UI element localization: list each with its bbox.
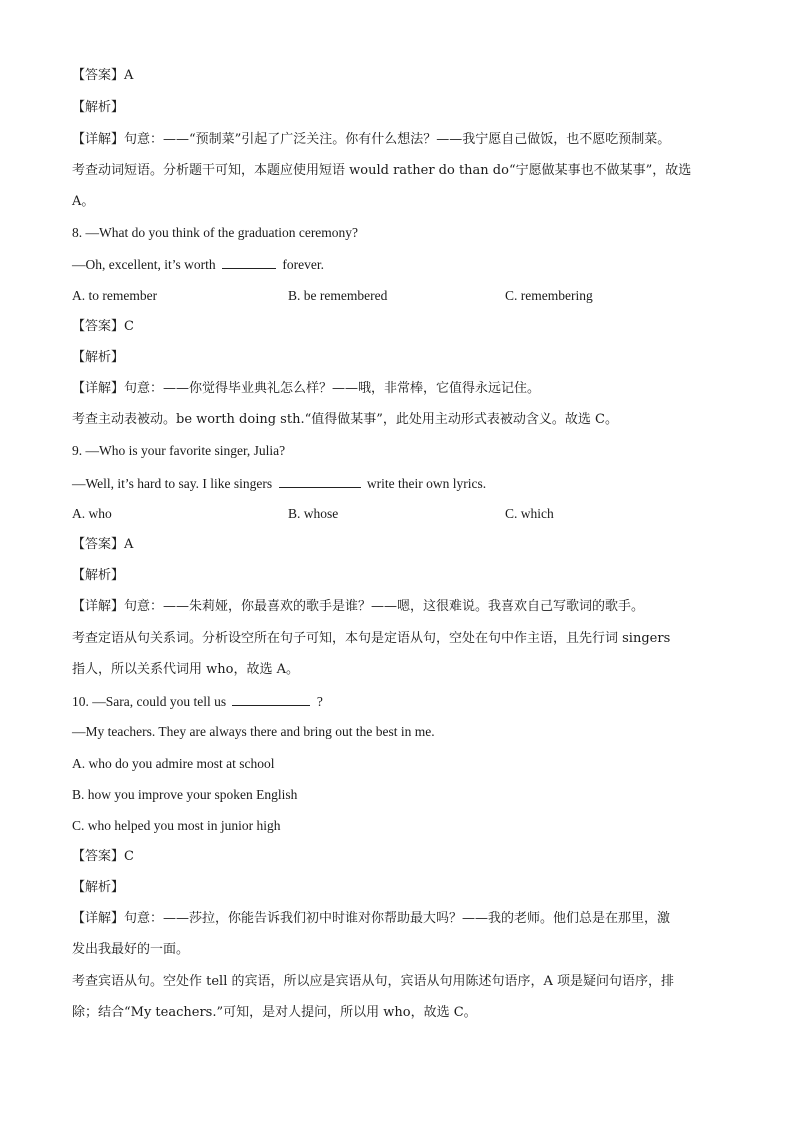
q10-option-b: B. how you improve your spoken English xyxy=(72,787,298,802)
q7-answer: 【答案】A xyxy=(72,68,134,83)
q7-explain-line1: 考查动词短语。分析题干可知，本题应使用短语 would rather do than do“宁愿做某事也不做某事”，故选 xyxy=(72,163,692,178)
q10-option-a: A. who do you admire most at school xyxy=(72,756,275,771)
q8-dialog-text-after: forever. xyxy=(282,257,324,272)
answer-blank xyxy=(232,693,310,706)
q8-detail: 【详解】句意：——你觉得毕业典礼怎么样？——哦，非常棒，它值得永远记住。 xyxy=(72,381,541,396)
q9-option-c: C. which xyxy=(505,506,554,521)
q9-option-a: A. who xyxy=(72,506,112,521)
q7-explain-line2: A。 xyxy=(72,194,95,209)
q8-analysis-heading: 【解析】 xyxy=(72,350,125,365)
q10-explain-line1: 考查宾语从句。空处作 tell 的宾语，所以应是宾语从句，宾语从句用陈述句语序，A 项是疑问句语序，排 xyxy=(72,974,675,989)
q9-dialog-line xyxy=(72,475,486,492)
q9-explain-line2: 指人，所以关系代词用 who，故选 A。 xyxy=(72,662,299,677)
q9-answer: 【答案】A xyxy=(72,537,134,552)
q8-explain-line1: 考查主动表被动。be worth doing sth.“值得做某事”，此处用主动形式表被动含义。故选 C。 xyxy=(72,412,618,427)
answer-blank xyxy=(279,475,361,488)
q9-detail: 【详解】句意：——朱莉娅，你最喜欢的歌手是谁？——嗯，这很难说。我喜欢自己写歌词的歌手。 xyxy=(72,599,645,614)
q10-explain-line2: 除；结合“My teachers.”可知，是对人提问，所以用 who，故选 C。 xyxy=(72,1005,477,1020)
q9-analysis-heading: 【解析】 xyxy=(72,568,125,583)
q10-option-c: C. who helped you most in junior high xyxy=(72,818,281,833)
q10-detail-line1: 【详解】句意：——莎拉，你能告诉我们初中时谁对你帮助最大吗？——我的老师。他们总是在那里，激 xyxy=(72,911,671,926)
q8-option-b: B. be remembered xyxy=(288,288,388,303)
q10-answer: 【答案】C xyxy=(72,849,134,864)
answer-blank xyxy=(222,256,276,269)
q9-dialog-text-before: —Well, it’s hard to say. I like singers xyxy=(72,476,273,491)
q9-explain-line1: 考查定语从句关系词。分析设空所在句子可知，本句是定语从句，空处在句中作主语，且先行词 singers xyxy=(72,631,671,646)
q8-dialog-line xyxy=(72,256,324,273)
q8-stem: 8. —What do you think of the graduation ceremony? xyxy=(72,225,359,240)
q10-stem xyxy=(72,693,323,710)
q8-answer: 【答案】C xyxy=(72,319,134,334)
q8-option-a: A. to remember xyxy=(72,288,158,303)
q7-detail: 【详解】句意：——“预制菜”引起了广泛关注。你有什么想法？——我宁愿自己做饭，也不愿吃预制菜。 xyxy=(72,132,671,147)
q8-dialog-text-before: —Oh, excellent, it’s worth xyxy=(72,257,216,272)
q10-dialog-line: —My teachers. They are always there and bring out the best in me. xyxy=(72,724,435,739)
q10-stem-text-after: ? xyxy=(316,694,323,709)
q9-dialog-text-after: write their own lyrics. xyxy=(366,476,487,491)
q9-stem: 9. —Who is your favorite singer, Julia? xyxy=(72,443,286,458)
q10-stem-text-before: 10. —Sara, could you tell us xyxy=(72,694,227,709)
q8-option-c: C. remembering xyxy=(505,288,593,303)
q7-analysis-heading: 【解析】 xyxy=(72,100,125,115)
q10-analysis-heading: 【解析】 xyxy=(72,880,125,895)
q10-detail-line2: 发出我最好的一面。 xyxy=(72,942,190,957)
q9-option-b: B. whose xyxy=(288,506,339,521)
